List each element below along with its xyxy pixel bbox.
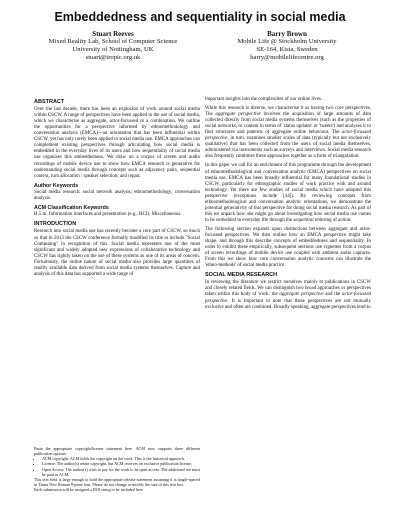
footnote-intro: Paste the appropriate copyright/license statement here. ACM now supports three different publication options: — [34, 446, 200, 456]
footnote-list — [34, 456, 200, 477]
author-email: stuart@tropic.org.uk — [85, 54, 141, 62]
author-block-2 — [212, 30, 362, 62]
introduction-heading: INTRODUCTION — [34, 221, 77, 228]
copyright-footnote — [34, 446, 200, 492]
keywords-text: Social media research; social network analysis; ethnomethodology; conversation analysis. — [34, 189, 200, 201]
footnote-item: • ACM copyright: ACM holds the copyright on the work. This is the historical approach. — [42, 456, 200, 461]
paragraph: In this paper we call for an enrichment of this programme through the development of ethnomethodological and conversation analytic (EMCA) perspectives on social media use. EMCA has been broadly influential for many foundational studies in CSCW, particularly for ethnographic studies of work practice with and around technology. Yet there are few studies of social media which have adopted this perspective (exceptions include [44]). By reviewing concepts from ethnomethodological and conversation analytic orientations, we demonstrate the potential generativity of this perspective for doing social media research. As part of this we unpack how one might go about investigating how social media use comes to be embedded in everyday life through the sequential ordering of action. — [205, 163, 371, 223]
author-affiliation: Mixed Reality Lab, School of Computer Science — [48, 38, 178, 46]
paragraph: The following section expands upon distinctions between aggregate and actor-focussed perspectives. We then outline how an EMCA perspective might take shape, and through this describe concepts of embeddedness and sequentiality. In order to exhibit these empirically, subsequent sections use vignettes from a corpus of screen recordings of mobile device use coupled with ambient audio captures. From this we show how core conversation analytic concerns can illustrate the 'ethno-methods' of social media practice. — [205, 226, 371, 269]
footnote-release-text: This text field is large enough to hold the appropriate release statement assuming it is single-spaced in Times New Roman 8-point font. Please do not change or modify the size of this text box. — [34, 477, 200, 488]
acm-classification-heading: ACM Classification Keywords — [34, 205, 109, 212]
author-affiliation: Mobile Life @ Stockholm University — [237, 38, 337, 46]
author-block-1 — [48, 30, 178, 62]
abstract-text: Over the last decade, there has been an explosion of work around social media within CSCW. A range of perspectives have been applied to the use of social media, which we characterise as aggregate, actor-focussed or a combination. We outline the opportunities for a perspective informed by ethnomethodology and conversation analysis (EMCA)—an orientation that has been influential within CSCW, yet has only rarely been applied to social media use. EMCA approaches can complement existing perspectives through articulating how social media is embedded in the everyday lives of its users and how sequentiality of social media use organises this embeddedness. We draw on a corpus of screen and audio recordings of mobile device use to show how EMCA research is generative for understanding social media through concepts such as adjacency pairs, sequential context, turn allocation / speaker selection, and repair. — [34, 107, 200, 179]
acm-classification-text: H.5.m. Information interfaces and presentation (e.g., HCI): Miscellaneous. — [34, 212, 182, 218]
paragraph: important insights into the complexities of our online lives. — [205, 97, 322, 102]
author-name: Barry Brown — [267, 30, 307, 38]
footnote-item: • License: The author(s) retain copyright, but ACM receives an exclusive publication license. — [42, 461, 200, 466]
keywords-heading: Author Keywords — [34, 182, 79, 189]
author-institution: SE-164, Kista, Sweden — [256, 46, 318, 54]
abstract-heading: ABSTRACT — [34, 99, 65, 105]
footnote-doi-text: Each submission will be assigned a DOI string to be included here. — [34, 487, 144, 493]
author-name: Stuart Reeves — [92, 30, 134, 38]
author-email: barry@mobilelifecentre.org — [250, 54, 324, 62]
emphasis: aggregate perspective — [215, 112, 261, 118]
emphasis: sequential — [293, 217, 314, 223]
footnote-item: • Open Access: The author(s) wish to pay for the work to be open access. The additional fee must be paid to ACM. — [42, 467, 200, 477]
emphasis: aggregate perspective — [279, 292, 324, 298]
paragraph: While this research is diverse, we characterise it as having two core perspectives. The aggregate perspective involves the acquisition of large amounts of data collected directly from social media systems themselves (such as the properties of social networks, or content in terms of 'status updates' or 'tweets') and analyses it to find structures and patterns of aggregate online behaviour. The actor-focussed perspective, in turn, examines smaller scales of data (typically but not exclusively qualitative) that has been collected from the users of social media themselves, administered via instruments such as surveys and interviews. Social media research also frequently combines these approaches together as a form of triangulation. — [205, 106, 371, 160]
right-column — [205, 97, 371, 314]
emphasis: actor-focussed perspective — [205, 292, 372, 304]
paragraph: In reviewing the literature we restrict ourselves mainly to publications in CSCW and closely related fields. We can distinguish two broad approaches or perspectives taken within this body of work: the aggregate perspective and the actor-focussed perspective. It is important to note that these perspectives are not mutually exclusive and often are combined. Broadly speaking, aggregate perspectives tend to — [205, 280, 372, 310]
introduction-text: Research into social media use has recently become a core part of CSCW, so much so that in 2013 the CSCW conference formally modified its title to include "Social Computing" in recognition of this. Social media represents one of the most significant and widely adopted new expressions of collaborative technology and CSCW has rightly taken on the use of these systems as one of its areas of concern. Fortuitously, the online nature of social media also provides large quantities of readily available data derived from social media systems themselves. Capture and analysis of this data has supported a wide range of — [34, 229, 200, 277]
emphasis: actor-focussed perspective — [205, 130, 371, 142]
paper-title: Embeddedness and sequentiality in social media — [54, 10, 346, 24]
left-column — [34, 97, 200, 281]
author-institution: University of Nottingham, UK — [72, 46, 154, 54]
social-media-research-heading: SOCIAL MEDIA RESEARCH — [205, 272, 278, 279]
emphasis: embedded — [215, 217, 236, 223]
